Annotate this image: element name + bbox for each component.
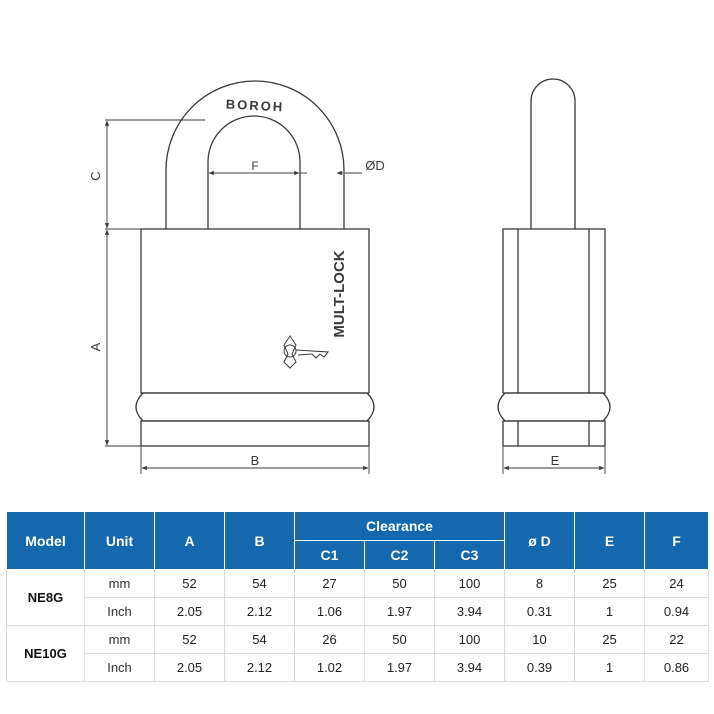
dim-label-e: E bbox=[550, 453, 560, 468]
model-cell: NE8G bbox=[7, 570, 85, 626]
value-cell-b: 2.12 bbox=[225, 598, 295, 626]
table-row bbox=[7, 654, 709, 682]
value-cell-c2: 50 bbox=[365, 570, 435, 598]
header-b: B bbox=[225, 512, 295, 570]
value-cell-e: 25 bbox=[575, 626, 645, 654]
value-cell-d: 0.31 bbox=[505, 598, 575, 626]
value-cell-f: 0.94 bbox=[645, 598, 709, 626]
value-cell-c1: 1.06 bbox=[295, 598, 365, 626]
unit-cell: Inch bbox=[85, 654, 155, 682]
value-cell-f: 24 bbox=[645, 570, 709, 598]
table-row bbox=[7, 626, 709, 654]
header-e: E bbox=[575, 512, 645, 570]
key-logo-icon bbox=[284, 336, 328, 368]
value-cell-b: 54 bbox=[225, 570, 295, 598]
value-cell-c1: 26 bbox=[295, 626, 365, 654]
lock-base bbox=[141, 421, 369, 446]
header-unit: Unit bbox=[85, 512, 155, 570]
value-cell-f: 0.86 bbox=[645, 654, 709, 682]
value-cell-c1: 1.02 bbox=[295, 654, 365, 682]
lock-bumper bbox=[136, 393, 374, 421]
value-cell-a: 2.05 bbox=[155, 654, 225, 682]
header-c3: C3 bbox=[435, 541, 505, 570]
dim-label-d: ØD bbox=[365, 158, 385, 173]
value-cell-c3: 100 bbox=[435, 626, 505, 654]
header-d: ø D bbox=[505, 512, 575, 570]
value-cell-c2: 1.97 bbox=[365, 654, 435, 682]
value-cell-d: 0.39 bbox=[505, 654, 575, 682]
dim-label-c: C bbox=[88, 171, 103, 181]
value-cell-c1: 27 bbox=[295, 570, 365, 598]
dim-label-f: F bbox=[251, 159, 259, 173]
value-cell-a: 52 bbox=[155, 626, 225, 654]
value-cell-e: 25 bbox=[575, 570, 645, 598]
header-c1: C1 bbox=[295, 541, 365, 570]
value-cell-c3: 100 bbox=[435, 570, 505, 598]
value-cell-b: 2.12 bbox=[225, 654, 295, 682]
value-cell-c3: 3.94 bbox=[435, 654, 505, 682]
unit-cell: Inch bbox=[85, 598, 155, 626]
value-cell-c2: 50 bbox=[365, 626, 435, 654]
table-row bbox=[7, 598, 709, 626]
spec-table bbox=[6, 511, 709, 682]
dim-label-b: B bbox=[250, 453, 260, 468]
unit-cell: mm bbox=[85, 570, 155, 598]
model-cell: NE10G bbox=[7, 626, 85, 682]
value-cell-c2: 1.97 bbox=[365, 598, 435, 626]
brand-engraving: MULT-LOCK bbox=[331, 250, 348, 338]
side-view bbox=[498, 79, 610, 446]
side-shackle bbox=[531, 79, 575, 229]
header-a: A bbox=[155, 512, 225, 570]
header-clearance: Clearance bbox=[295, 512, 505, 541]
shackle-engraving: BOROH bbox=[225, 96, 285, 115]
table-row bbox=[7, 570, 709, 598]
dim-label-a: A bbox=[88, 342, 103, 352]
value-cell-f: 22 bbox=[645, 626, 709, 654]
value-cell-e: 1 bbox=[575, 598, 645, 626]
header-c2: C2 bbox=[365, 541, 435, 570]
value-cell-a: 52 bbox=[155, 570, 225, 598]
value-cell-d: 8 bbox=[505, 570, 575, 598]
value-cell-c3: 3.94 bbox=[435, 598, 505, 626]
value-cell-b: 54 bbox=[225, 626, 295, 654]
value-cell-a: 2.05 bbox=[155, 598, 225, 626]
unit-cell: mm bbox=[85, 626, 155, 654]
header-model: Model bbox=[7, 512, 85, 570]
header-f: F bbox=[645, 512, 709, 570]
side-bumper bbox=[498, 393, 610, 421]
value-cell-d: 10 bbox=[505, 626, 575, 654]
value-cell-e: 1 bbox=[575, 654, 645, 682]
